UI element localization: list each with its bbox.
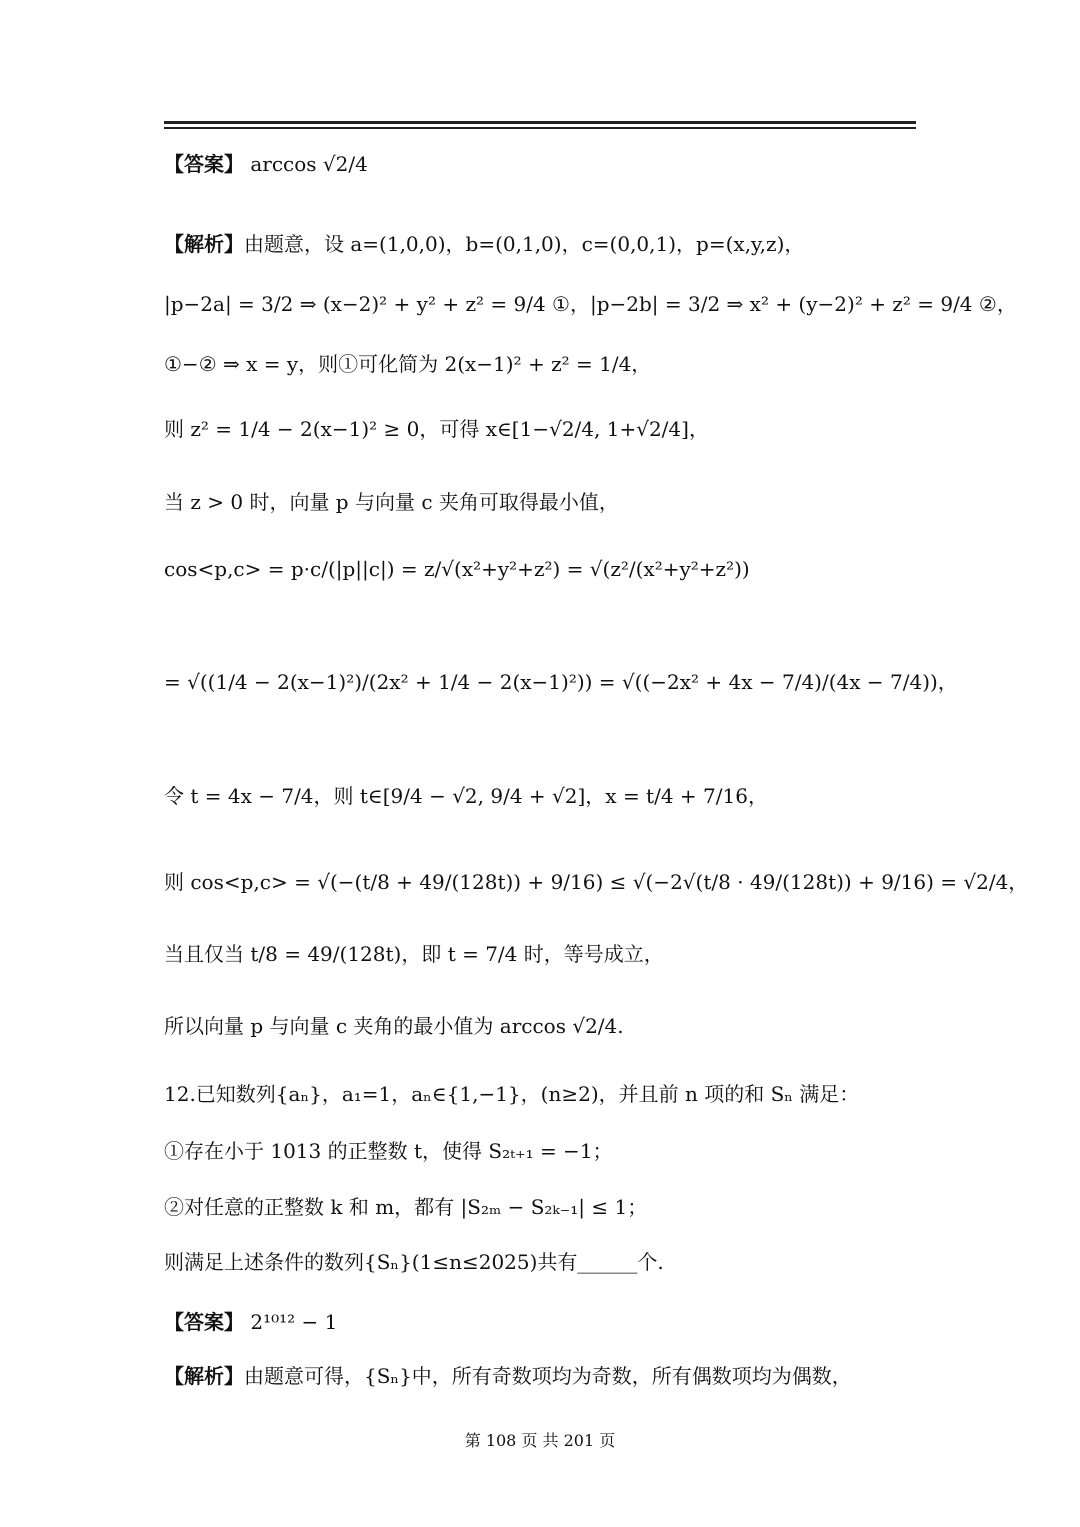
analysis-line-8 — [164, 782, 768, 810]
analysis-text-10: 当且仅当 t/8 = 49/(128t)，即 t = 7/4 时，等号成立， — [164, 942, 664, 966]
analysis-text-9: 则 cos<p,c> = √(−(t/8 + 49/(128t)) + 9/16) ≤ √(−2√(t/8 · 49/(128t)) + 9/16) = √2/4， — [164, 870, 1029, 894]
analysis-text-3: ①−② ⇒ x = y，则①可化简为 2(x−1)² + z² = 1/4， — [164, 352, 652, 376]
condition-3-text: 则满足上述条件的数列{Sₙ}(1≤n≤2025)共有______个. — [164, 1250, 664, 1274]
analysis-text-8: 令 t = 4x − 7/4，则 t∈[9/4 − √2, 9/4 + √2]，x = t/4 + 7/16， — [164, 784, 768, 808]
analysis-text-4: 则 z² = 1/4 − 2(x−1)² ≥ 0，可得 x∈[1−√2/4, 1+√2/4]， — [164, 417, 709, 441]
analysis-line-9 — [164, 868, 1028, 896]
analysis-text-11: 所以向量 p 与向量 c 夹角的最小值为 arccos √2/4. — [164, 1014, 624, 1038]
analysis-text-7: = √((1/4 − 2(x−1)²)/(2x² + 1/4 − 2(x−1)²)) = √((−2x² + 4x − 7/4)/(4x − 7/4))， — [164, 670, 958, 694]
analysis-line-6 — [164, 555, 750, 583]
analysis-line-11 — [164, 1012, 624, 1040]
analysis-text-6: cos<p,c> = p·c/(|p||c|) = z/√(x²+y²+z²) = √(z²/(x²+y²+z²)) — [164, 557, 750, 581]
question-12-condition-1 — [164, 1137, 613, 1165]
analysis-line-7 — [164, 668, 958, 696]
answer-2-label: 【答案】 — [164, 1310, 244, 1334]
analysis-line-3 — [164, 350, 651, 378]
analysis-text-5: 当 z > 0 时，向量 p 与向量 c 夹角可取得最小值， — [164, 490, 619, 514]
analysis-line-2 — [164, 290, 1017, 318]
condition-2-text: ②对任意的正整数 k 和 m，都有 |S₂ₘ − S₂ₖ₋₁| ≤ 1； — [164, 1195, 648, 1219]
answer-1 — [164, 150, 368, 178]
question-12-condition-3 — [164, 1248, 664, 1276]
analysis-line-4 — [164, 415, 709, 443]
analysis-label: 【解析】 — [164, 232, 244, 256]
answer-label: 【答案】 — [164, 152, 244, 176]
question-12-stem — [164, 1080, 859, 1108]
condition-1-text: ①存在小于 1013 的正整数 t，使得 S₂ₜ₊₁ = −1； — [164, 1139, 613, 1163]
answer-2 — [164, 1308, 337, 1336]
analysis-2 — [164, 1362, 852, 1390]
analysis-line-1 — [164, 230, 804, 258]
header-rule-thick — [164, 121, 916, 124]
analysis-text-1: 由题意，设 a=(1,0,0)，b=(0,1,0)，c=(0,0,1)，p=(x,y,z)， — [244, 232, 805, 256]
question-12-condition-2 — [164, 1193, 647, 1221]
analysis-line-5 — [164, 488, 619, 516]
answer-value: arccos √2/4 — [250, 152, 368, 176]
analysis-2-label: 【解析】 — [164, 1364, 244, 1388]
answer-2-value: 2¹⁰¹² − 1 — [250, 1310, 338, 1334]
question-12-text: 12.已知数列{aₙ}，a₁=1，aₙ∈{1,−1}，(n≥2)，并且前 n 项的和 Sₙ 满足： — [164, 1082, 860, 1106]
analysis-line-10 — [164, 940, 664, 968]
header-rule-thin — [164, 127, 916, 129]
analysis-text-2: |p−2a| = 3/2 ⇒ (x−2)² + y² + z² = 9/4 ①，|p−2b| = 3/2 ⇒ x² + (y−2)² + z² = 9/4 ②， — [164, 292, 1017, 316]
analysis-2-text: 由题意可得，{Sₙ}中，所有奇数项均为奇数，所有偶数项均为偶数， — [244, 1364, 852, 1388]
page-footer: 第 108 页 共 201 页 — [464, 1431, 616, 1450]
